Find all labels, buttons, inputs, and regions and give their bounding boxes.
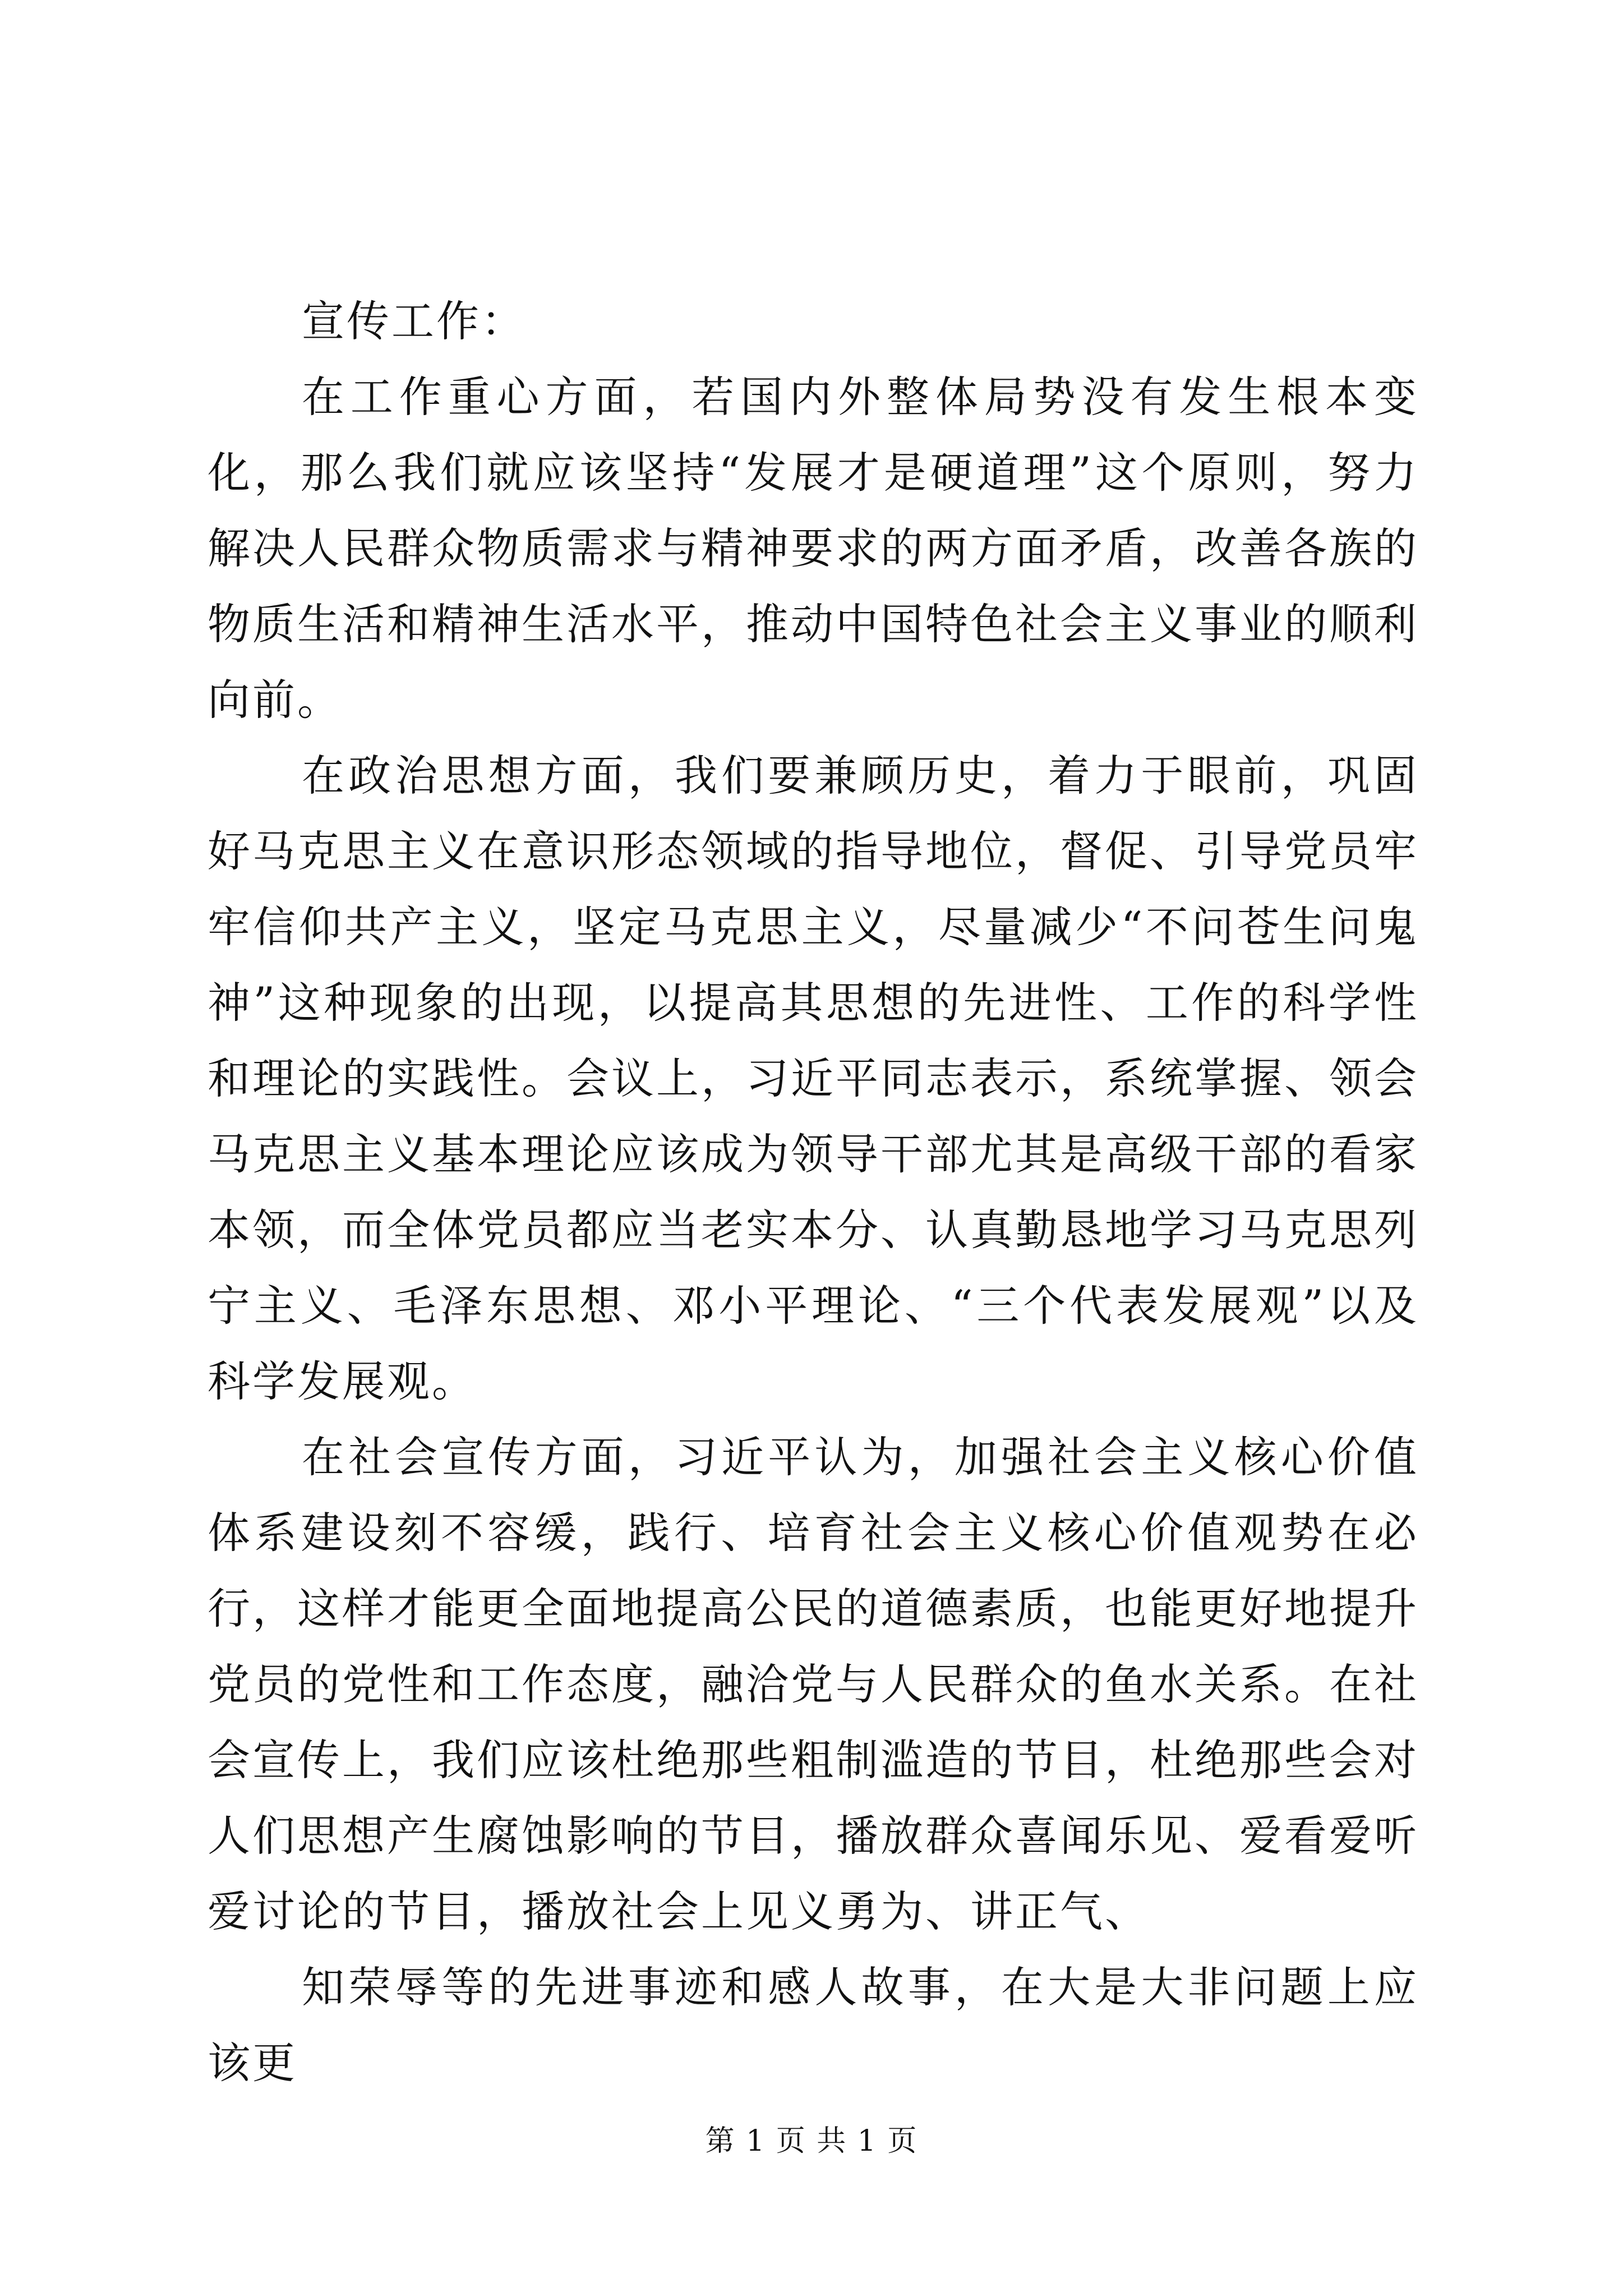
paragraph-social-publicity: 在社会宣传方面，习近平认为，加强社会主义核心价值体系建设刻不容缓，践行、培育社会主义核心价值观势在必行，这样才能更全面地提高公民的道德素质，也能更好地提升党员的党性和工作态度，融洽党与人民群众的鱼水关系。在社会宣传上，我们应该杜绝那些粗制滥造的节目，杜绝那些会对人们思想产生腐蚀影响的节目，播放群众喜闻乐见、爱看爱听爱讨论的节目，播放社会上见义勇为、讲正气、 xyxy=(208,1432,1419,1936)
paragraph-continuation: 知荣辱等的先进事迹和感人故事，在大是大非问题上应该更 xyxy=(208,1962,1419,2088)
page-number-footer: 第 1 页 共 1 页 xyxy=(705,2124,918,2158)
paragraph-political-thought: 在政治思想方面，我们要兼顾历史，着力于眼前，巩固好马克思主义在意识形态领域的指导地位，督促、引导党员牢牢信仰共产主义，坚定马克思主义，尽量减少“不问苍生问鬼神”这种现象的出现，以提高其思想的先进性、工作的科学性和理论的实践性。会议上，习近平同志表示，系统掌握、领会马克思主义基本理论应该成为领导干部尤其是高级干部的看家本领，而全体党员都应当老实本分、认真勤恳地学习马克思列宁主义、毛泽东思想、邓小平理论、“三个代表发展观”以及科学发展观。 xyxy=(208,751,1419,1406)
section-heading: 宣传工作： xyxy=(302,296,526,346)
paragraph-work-focus: 在工作重心方面，若国内外整体局势没有发生根本变化，那么我们就应该坚持“发展才是硬道理”这个原则，努力解决人民群众物质需求与精神要求的两方面矛盾，改善各族的物质生活和精神生活水平，推动中国特色社会主义事业的顺利向前。 xyxy=(208,372,1419,725)
document-body xyxy=(208,283,1419,2101)
